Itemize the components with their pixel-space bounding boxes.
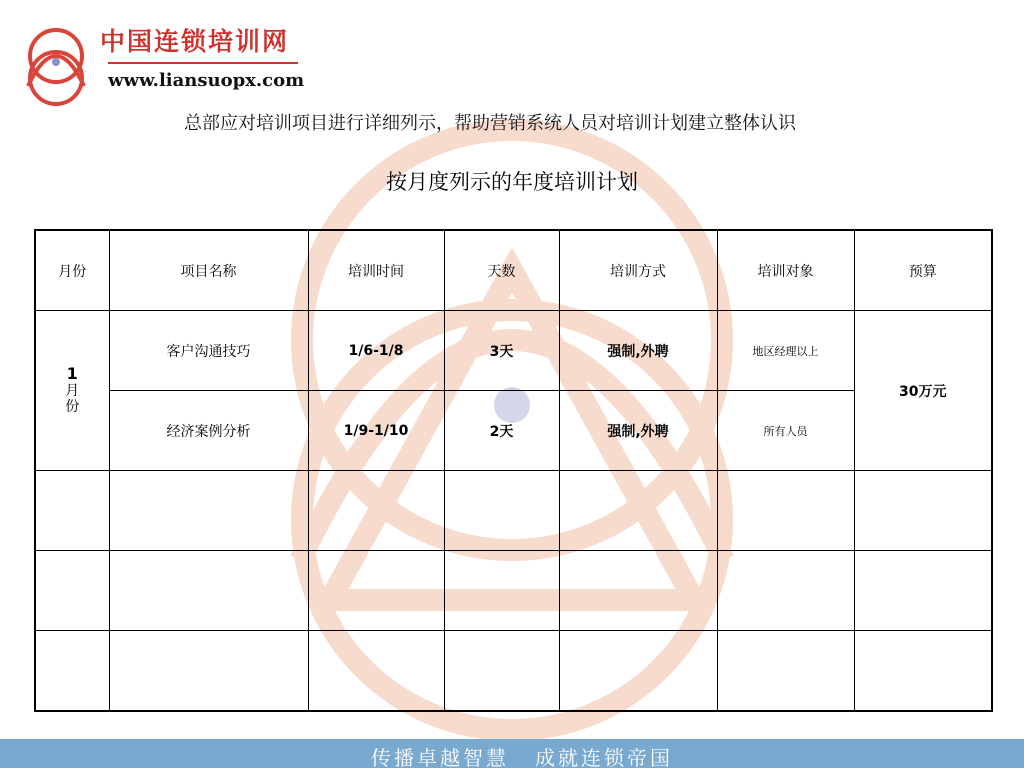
month-cell [35, 311, 109, 471]
empty-cell [559, 551, 717, 631]
training-target-cell: 所有人员 [717, 391, 854, 471]
training-method-cell: 强制,外聘 [559, 311, 717, 391]
empty-cell [35, 631, 109, 712]
empty-cell [717, 471, 854, 551]
empty-cell [308, 551, 444, 631]
project-name-cell: 客户沟通技巧 [109, 311, 308, 391]
footer-slogan [0, 742, 1024, 771]
month-label: 月份 [65, 383, 80, 415]
empty-cell [308, 631, 444, 712]
empty-cell [559, 471, 717, 551]
empty-cell [444, 551, 559, 631]
footer-slogan-left: 传播卓越智慧 [371, 746, 509, 770]
empty-cell [854, 471, 992, 551]
empty-cell [854, 631, 992, 712]
empty-cell [444, 631, 559, 712]
days-cell: 2天 [444, 391, 559, 471]
logo-url: www.liansuopx.com [108, 70, 305, 91]
empty-cell [717, 551, 854, 631]
month-number: 1 [66, 364, 78, 383]
header-training-method: 培训方式 [559, 230, 717, 311]
header-month: 月份 [35, 230, 109, 311]
training-method-cell: 强制,外聘 [559, 391, 717, 471]
empty-table-row [35, 551, 992, 631]
training-time-cell: 1/6-1/8 [308, 311, 444, 391]
header-days: 天数 [444, 230, 559, 311]
footer-slogan-right: 成就连锁帝国 [535, 746, 673, 770]
empty-cell [109, 551, 308, 631]
table-header-row [35, 230, 992, 311]
days-cell: 3天 [444, 311, 559, 391]
empty-cell [717, 631, 854, 712]
empty-cell [444, 471, 559, 551]
empty-cell [559, 631, 717, 712]
logo-divider [108, 62, 298, 64]
header-project-name: 项目名称 [109, 230, 308, 311]
slide-title: 按月度列示的年度培训计划 [386, 170, 638, 194]
budget-cell: 30万元 [854, 311, 992, 471]
slide-subtitle: 总部应对培训项目进行详细列示，帮助营销系统人员对培训计划建立整体认识 [184, 113, 796, 134]
logo-name: 中国连锁培训网 [100, 27, 290, 56]
empty-cell [109, 631, 308, 712]
empty-cell [35, 471, 109, 551]
empty-cell [109, 471, 308, 551]
training-plan-table [34, 229, 993, 712]
training-target-cell: 地区经理以上 [717, 311, 854, 391]
training-time-cell: 1/9-1/10 [308, 391, 444, 471]
header-training-time: 培训时间 [308, 230, 444, 311]
header-budget: 预算 [854, 230, 992, 311]
empty-cell [35, 551, 109, 631]
empty-cell [854, 551, 992, 631]
header-training-target: 培训对象 [717, 230, 854, 311]
project-name-cell: 经济案例分析 [109, 391, 308, 471]
table-row [35, 311, 992, 391]
empty-table-row [35, 631, 992, 712]
empty-cell [308, 471, 444, 551]
table-row [35, 391, 992, 471]
empty-table-row [35, 471, 992, 551]
